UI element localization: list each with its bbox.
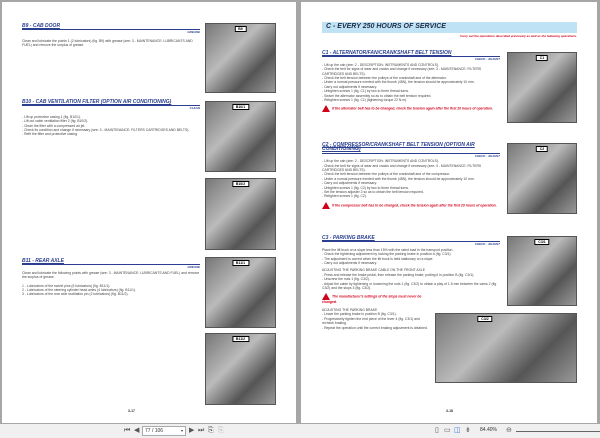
text-line: 2 - Lubricators of the steering cylinder head axles (4 lubricators) (fig. B11/1). <box>22 288 136 293</box>
two-page-view-icon[interactable]: ◫ <box>454 427 461 434</box>
text-line: - Set the tension adjuster 2 so as to obtain the belt tension required. <box>322 190 424 195</box>
warning-text: If the compressor belt has to be changed, check the tension again after the first 20 hours of operation. <box>332 203 497 208</box>
page-number: 3-17 <box>128 409 136 413</box>
text-line: - Adjust the cable by tightening or loosening the nuts 1 (fig. C3/2) to obtain a play of 1.5 mm between the cams 2 (fig. C3/2) and the stops 3 (fig. C3/2). <box>322 281 498 291</box>
figure-label: C3/2 <box>477 316 492 322</box>
page-number-field[interactable] <box>142 426 186 436</box>
figure-label: B9 <box>234 26 246 32</box>
figure-label: B11/2 <box>232 336 249 342</box>
warning-note <box>322 105 500 112</box>
warning-icon <box>322 202 330 209</box>
figure-label: B10/2 <box>232 181 249 187</box>
figure-c3-1 <box>507 236 577 306</box>
text-line: - Refit the filter and protective casing. <box>22 132 78 137</box>
bottom-toolbar <box>0 424 600 438</box>
text-line: - Check the belt for signs of wear and cracks and change if necessary (see: 3 - MAINTENANCE: FILTERS CARTRIDGES AND BELTS). <box>322 67 482 76</box>
chapter-header: C - EVERY 250 HOURS OF SERVICE <box>322 22 577 33</box>
text-line: - Check the tightening adjustment by locking the parking brake in position A (fig. C3/1). <box>322 252 452 257</box>
figure-b11-2 <box>205 333 276 405</box>
section-b10 <box>22 100 200 137</box>
section-title: C1 - ALTERNATOR/FAN/CRANKSHAFT BELT TENSION <box>322 51 500 57</box>
warning-icon <box>322 105 330 112</box>
section-tag: GREASE <box>187 30 200 35</box>
figure-label: C1 <box>536 55 548 61</box>
figure-label: C3/1 <box>534 239 549 245</box>
figure-b10-2 <box>205 178 276 250</box>
text-line: - Press and release the brake pedal, then release the parking brake, putting it in position B (fig. C3/1). <box>322 272 475 277</box>
text-line: - Clean the filter with a compressed air jet. <box>22 123 86 128</box>
text-line: - Unscrew the nuts 1 (fig. C3/2). <box>322 277 370 282</box>
figure-b10-1 <box>205 101 276 172</box>
text-line: 1 - Lubricators of the swivel pins (6 lubricators) (fig. B11/1). <box>22 283 111 288</box>
figure-b11-1 <box>205 257 276 328</box>
zoom-out-icon[interactable]: ⊖ <box>506 427 512 434</box>
text-line: - Check the belt tension between the pulleys of the crankshaft and of the alternator. <box>322 76 447 81</box>
section-b11 <box>22 259 200 297</box>
zoom-slider[interactable] <box>516 431 600 432</box>
figure-c2 <box>507 143 577 214</box>
section-title: B9 - CAB DOOR <box>22 24 200 30</box>
text-line: - Progressively tighten the end piece of the lever 4 (fig. C3/1) and recheck braking. <box>322 316 420 326</box>
text-line: - Check its condition and change if necessary (see: 3 - MAINTENANCE: FILTERS CARTRIDGES AND BELTS). <box>22 128 190 133</box>
continuous-page-icon[interactable]: ▭ <box>444 427 451 434</box>
section-text: Clean and lubricate the following points with grease (see: 3 - MAINTENANCE: LUBRICANTS AND FUEL) and remove the surplus of grease. <box>22 270 200 280</box>
section-c1 <box>322 51 500 112</box>
subheading: ADJUSTING THE PARKING BRAKE <box>322 307 378 312</box>
section-title: C2 - COMPRESSOR/CRANKSHAFT BELT TENSION (OPTION AIR CONDITIONING) <box>322 143 500 154</box>
dropdown-icon[interactable]: ▾ <box>180 428 183 433</box>
text-line: - Lift up the cab (see: 2 - DESCRIPTION: INSTRUMENTS AND CONTROLS). <box>322 159 440 164</box>
chapter-note: Carry out the operations described previously as well as the following operations. <box>460 34 577 38</box>
text-line: - Lift out cabin ventilation filter 2 (fig. B10/2). <box>22 119 89 124</box>
section-text: Clean and lubricate the points 1 (2 lubricators) (fig. B9) with grease (see: 3 - MAINTENANCE: LUBRICANTS AND FUEL) and remove the surplus of grease. <box>22 38 193 48</box>
scrolling-icon[interactable]: ⇟ <box>465 427 471 434</box>
text-line: - Lift up protective casing 1 (fig. B10/1). <box>22 114 81 119</box>
section-tag: CLEAN <box>189 106 200 111</box>
text-line: - Under a normal pressure exerted with the thumb (45N), the tension should be approximately 10 mm. <box>322 176 475 181</box>
next-view-icon[interactable]: ⎘ <box>218 427 224 434</box>
text-line: - Lift up the cab (see: 2 - DESCRIPTION: INSTRUMENTS AND CONTROLS). <box>322 62 440 67</box>
first-page-icon[interactable]: ⏮ <box>124 427 131 434</box>
zoom-level[interactable]: 84.40% <box>480 427 497 433</box>
figure-label: B10/1 <box>232 104 249 110</box>
warning-note <box>322 293 430 304</box>
single-page-icon[interactable]: ▯ <box>435 427 439 434</box>
warning-note <box>322 202 500 209</box>
previous-view-icon[interactable]: ⎘ <box>208 427 214 434</box>
text-line: - Carry out adjustments if necessary. <box>322 84 377 89</box>
left-page <box>2 2 296 423</box>
text-line: - Carry out adjustments if necessary. <box>322 261 377 266</box>
text-line: - Check the belt for signs of wear and cracks and change if necessary (see: 3 - MAINTENANCE: FILTERS CARTRIDGES AND BELTS). <box>322 163 482 173</box>
figure-label: B11/1 <box>232 260 249 266</box>
figure-label: C2 <box>536 146 548 152</box>
text-line: - Under a normal pressure exerted with the thumb (45N), the tension should be approximately 10 mm. <box>322 80 475 85</box>
next-page-icon[interactable]: ▶ <box>189 427 195 434</box>
text-line: - Retighten screws 1 (fig. C2). <box>322 194 367 199</box>
text-line: - Check the belt tension between the pulleys of the crankshaft and of the compressor. <box>322 172 450 177</box>
previous-page-icon[interactable]: ◀ <box>134 427 140 434</box>
subheading: ADJUSTING THE PARKING BRAKE CABLE ON THE FRONT AXLE <box>322 268 425 273</box>
text-line: Place the lift truck on a slope less than 15% with the rated load in the transport position. <box>322 247 454 252</box>
warning-text: If the alternator belt has to be changed, check the tension again after the first 20 hours of operation. <box>332 106 493 111</box>
text-line: - Retighten screws 1 (fig. C1) (tightening torque 22 N.m). <box>322 98 408 103</box>
section-title: C3 - PARKING BRAKE <box>322 236 500 242</box>
section-tag: CHECK - ADJUST <box>474 57 500 62</box>
section-tag: CHECK - ADJUST <box>474 242 500 247</box>
page-number: 3-18 <box>446 409 454 413</box>
figure-c3-2 <box>435 313 577 383</box>
text-line: - Untighten screws 1 (fig. C2) by two to three thread turns. <box>322 185 410 190</box>
section-b9 <box>22 24 200 48</box>
figure-b9 <box>205 23 276 93</box>
section-c2 <box>322 143 500 209</box>
warning-text: The manufacturer's settings of the stops must never be changed. <box>322 294 422 305</box>
text-line: - Untighten screws 1 (fig. C1) by two to three thread turns. <box>322 89 410 94</box>
text-line: - Repeat the operation until the correct braking adjustment is obtained. <box>322 325 428 330</box>
last-page-icon[interactable]: ⏭ <box>198 427 205 434</box>
warning-icon <box>322 293 330 300</box>
section-tag: GREASE <box>187 265 200 270</box>
text-line: 3 - Lubricators of the rear axle oscillation pin (2 lubricators) (fig. B11/2). <box>22 292 129 297</box>
text-line: - Carry out adjustments if necessary. <box>322 181 377 186</box>
section-tag: CHECK - ADJUST <box>474 153 500 158</box>
text-line: - Leave the parking brake in position B (fig. C3/1). <box>322 312 397 317</box>
section-title: B10 - CAB VENTILATION FILTER (OPTION AIR CONDITIONING) <box>22 100 200 106</box>
figure-c1 <box>507 52 577 123</box>
text-line: - The adjustment is correct when the lift truck is held stationary on a slope. <box>322 256 434 261</box>
section-title: B11 - REAR AXLE <box>22 259 200 265</box>
text-line: - Swivel the alternator assembly so as to obtain the belt tension required. <box>322 93 432 98</box>
page-field-value: 77 / 106 <box>145 428 164 434</box>
right-page <box>301 2 597 423</box>
